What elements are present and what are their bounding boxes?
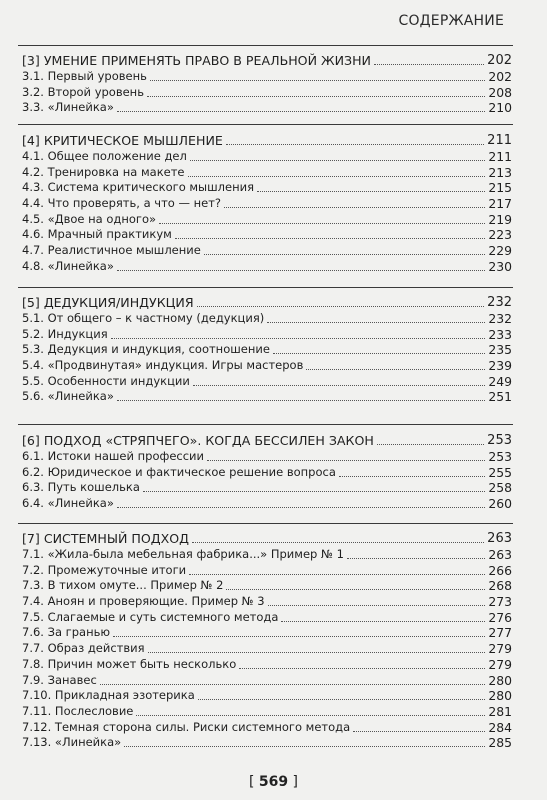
toc-entry[interactable] bbox=[22, 149, 512, 165]
toc-entry[interactable] bbox=[22, 227, 512, 243]
toc-entry-page: 230 bbox=[488, 258, 512, 274]
toc-entry-page: 202 bbox=[487, 53, 512, 68]
toc-entry-page: 202 bbox=[488, 69, 512, 84]
toc-entry-page: 219 bbox=[488, 211, 512, 227]
toc-entry-page: 210 bbox=[488, 100, 512, 116]
toc-entry-page: 211 bbox=[487, 133, 512, 148]
dot-leader bbox=[197, 306, 484, 307]
toc-entry-title: 7.10. Прикладная эзотерика bbox=[22, 688, 195, 703]
toc-entry-title: 7.3. В тихом омуте... Пример № 2 bbox=[22, 578, 224, 593]
dot-leader bbox=[143, 491, 485, 492]
toc-entry[interactable] bbox=[22, 327, 512, 343]
dot-leader bbox=[347, 558, 485, 559]
toc-entry-page: 258 bbox=[488, 480, 512, 496]
toc-entry-title: [7] СИСТЕМНЫЙ ПОДХОД bbox=[22, 531, 189, 546]
toc-entry-page: 263 bbox=[488, 547, 512, 562]
toc-entry-title: 7.7. Образ действия bbox=[22, 641, 145, 656]
dot-leader bbox=[198, 699, 485, 700]
toc-entry-title: 6.1. Истоки нашей профессии bbox=[22, 449, 204, 463]
toc-entry-title: 3.3. «Линейка» bbox=[22, 100, 114, 115]
page-number bbox=[0, 774, 547, 790]
toc-entry-page: 253 bbox=[488, 449, 512, 464]
toc-entry-title: 7.12. Темная сторона силы. Риски системного метода bbox=[22, 719, 351, 734]
toc-section bbox=[22, 530, 512, 751]
dot-leader bbox=[117, 400, 485, 401]
toc-entry-title: 5.4. «Продвинутая» индукция. Игры мастеров bbox=[22, 358, 304, 373]
dot-leader bbox=[113, 636, 485, 637]
toc-entry-title: 4.8. «Линейка» bbox=[22, 258, 114, 273]
dot-leader bbox=[224, 207, 485, 208]
toc-entry-title: 7.2. Промежуточные итоги bbox=[22, 562, 187, 577]
dot-leader bbox=[339, 476, 485, 477]
toc-chapter-heading[interactable] bbox=[22, 132, 512, 149]
toc-chapter-heading[interactable] bbox=[22, 294, 512, 311]
toc-entry[interactable] bbox=[22, 657, 512, 673]
dot-leader bbox=[306, 369, 485, 370]
section-divider bbox=[18, 424, 513, 425]
dot-leader bbox=[374, 64, 484, 65]
toc-entry-title: 7.5. Слагаемые и суть системного метода bbox=[22, 609, 279, 624]
toc-entry-title: [6] ПОДХОД «СТРЯПЧЕГО». КОГДА БЕССИЛЕН ЗАКОН bbox=[22, 433, 374, 448]
toc-chapter-heading[interactable] bbox=[22, 530, 512, 547]
toc-entry-page: 277 bbox=[488, 625, 512, 641]
dot-leader bbox=[273, 353, 485, 354]
toc-entry-page: 255 bbox=[488, 464, 512, 480]
toc-entry-page: 251 bbox=[488, 389, 512, 405]
dot-leader bbox=[100, 684, 485, 685]
toc-entry-page: 253 bbox=[487, 433, 512, 448]
toc-entry-title: 4.1. Общее положение дел bbox=[22, 149, 187, 163]
dot-leader bbox=[267, 322, 485, 323]
toc-entry[interactable] bbox=[22, 641, 512, 657]
toc-entry-page: 229 bbox=[488, 243, 512, 259]
toc-entry[interactable] bbox=[22, 735, 512, 751]
section-divider bbox=[18, 523, 513, 524]
toc-entry-page: 280 bbox=[488, 672, 512, 688]
toc-entry-page: 235 bbox=[488, 342, 512, 358]
toc-entry-title: 7.11. Послесловие bbox=[22, 703, 134, 718]
dot-leader bbox=[147, 96, 485, 97]
toc-entry[interactable] bbox=[22, 704, 512, 720]
toc-entry[interactable] bbox=[22, 563, 512, 579]
section-divider bbox=[18, 287, 513, 288]
toc-entry-title: 6.2. Юридическое и фактическое решение вопроса bbox=[22, 464, 336, 479]
toc-entry-page: 279 bbox=[488, 641, 512, 657]
dot-leader bbox=[124, 746, 485, 747]
toc-entry-title: 4.4. Что проверять, а что — нет? bbox=[22, 196, 222, 211]
dot-leader bbox=[136, 715, 485, 716]
dot-leader bbox=[189, 574, 485, 575]
toc-entry[interactable] bbox=[22, 212, 512, 228]
toc-entry[interactable] bbox=[22, 69, 512, 85]
dot-leader bbox=[117, 507, 485, 508]
toc-entry-page: 273 bbox=[488, 594, 512, 610]
toc-entry-page: 213 bbox=[488, 164, 512, 180]
toc-entry-title: 5.2. Индукция bbox=[22, 326, 108, 341]
toc-entry-page: 276 bbox=[488, 609, 512, 625]
toc-entry[interactable] bbox=[22, 720, 512, 736]
toc-entry-page: 284 bbox=[488, 719, 512, 735]
toc-entry-page: 263 bbox=[487, 531, 512, 546]
dot-leader bbox=[150, 80, 485, 81]
toc-chapter-heading[interactable] bbox=[22, 432, 512, 449]
toc-entry-title: 3.1. Первый уровень bbox=[22, 69, 147, 83]
toc-entry[interactable] bbox=[22, 496, 512, 512]
toc-section bbox=[22, 432, 512, 512]
toc-entry-title: 5.5. Особенности индукции bbox=[22, 373, 190, 388]
toc-entry[interactable] bbox=[22, 547, 512, 563]
dot-leader bbox=[117, 111, 485, 112]
dot-leader bbox=[159, 223, 485, 224]
toc-entry-title: 6.3. Путь кошелька bbox=[22, 480, 140, 495]
toc-entry[interactable] bbox=[22, 100, 512, 116]
toc-entry-page: 266 bbox=[488, 562, 512, 578]
toc-entry[interactable] bbox=[22, 196, 512, 212]
toc-entry[interactable] bbox=[22, 165, 512, 181]
dot-leader bbox=[190, 160, 485, 161]
toc-entry-title: 5.1. От общего – к частному (дедукция) bbox=[22, 311, 265, 325]
toc-entry-title: 6.4. «Линейка» bbox=[22, 496, 114, 511]
toc-entry[interactable] bbox=[22, 449, 512, 465]
toc-entry-page: 239 bbox=[488, 358, 512, 374]
toc-section bbox=[22, 294, 512, 405]
toc-entry[interactable] bbox=[22, 342, 512, 358]
toc-entry-page: 260 bbox=[488, 496, 512, 512]
dot-leader bbox=[192, 542, 484, 543]
dot-leader bbox=[239, 668, 485, 669]
toc-entry[interactable] bbox=[22, 465, 512, 481]
page-header-title: СОДЕРЖАНИЕ bbox=[398, 13, 504, 29]
dot-leader bbox=[353, 731, 485, 732]
toc-entry[interactable] bbox=[22, 673, 512, 689]
toc-entry[interactable] bbox=[22, 625, 512, 641]
dot-leader bbox=[281, 621, 485, 622]
toc-entry[interactable] bbox=[22, 578, 512, 594]
toc-entry-title: 7.4. Аноян и проверяющие. Пример № 3 bbox=[22, 594, 265, 609]
section-divider bbox=[18, 45, 513, 46]
toc-entry-page: 268 bbox=[488, 578, 512, 594]
toc-entry-title: 4.5. «Двое на одного» bbox=[22, 211, 157, 226]
toc-entry-page: 232 bbox=[488, 311, 512, 326]
toc-entry-title: 4.6. Мрачный практикум bbox=[22, 227, 172, 242]
toc-entry[interactable] bbox=[22, 180, 512, 196]
toc-entry-page: 211 bbox=[488, 149, 512, 164]
toc-entry-page: 223 bbox=[488, 227, 512, 243]
toc-entry[interactable] bbox=[22, 610, 512, 626]
toc-entry-title: 4.2. Тренировка на макете bbox=[22, 164, 185, 179]
dot-leader bbox=[226, 589, 485, 590]
toc-entry-page: 285 bbox=[488, 735, 512, 751]
toc-entry[interactable] bbox=[22, 243, 512, 259]
toc-entry-page: 217 bbox=[488, 196, 512, 212]
page-number-value: 569 bbox=[258, 774, 289, 790]
bracket-left: [ bbox=[248, 774, 259, 790]
dot-leader bbox=[111, 338, 485, 339]
dot-leader bbox=[257, 191, 485, 192]
dot-leader bbox=[377, 444, 484, 445]
toc-entry-title: 7.6. За гранью bbox=[22, 625, 111, 640]
toc-entry[interactable] bbox=[22, 480, 512, 496]
toc-chapter-heading[interactable] bbox=[22, 52, 512, 69]
toc-entry-page: 208 bbox=[488, 84, 512, 100]
toc-entry-page: 280 bbox=[488, 688, 512, 704]
toc-section bbox=[22, 132, 512, 275]
toc-entry-title: 5.3. Дедукция и индукция, соотношение bbox=[22, 342, 270, 357]
toc-entry[interactable] bbox=[22, 358, 512, 374]
dot-leader bbox=[207, 460, 485, 461]
toc-entry[interactable] bbox=[22, 688, 512, 704]
dot-leader bbox=[117, 270, 485, 271]
toc-entry-page: 232 bbox=[487, 295, 512, 310]
toc-section bbox=[22, 52, 512, 116]
toc-entry[interactable] bbox=[22, 389, 512, 405]
toc-entry[interactable] bbox=[22, 311, 512, 327]
toc-entry[interactable] bbox=[22, 85, 512, 101]
toc-entry-title: 4.7. Реалистичное мышление bbox=[22, 243, 201, 258]
toc-entry-title: 5.6. «Линейка» bbox=[22, 389, 114, 404]
toc-entry[interactable] bbox=[22, 594, 512, 610]
dot-leader bbox=[226, 144, 484, 145]
toc-entry-page: 233 bbox=[488, 326, 512, 342]
toc-entry[interactable] bbox=[22, 259, 512, 275]
toc-entry-title: 4.3. Система критического мышления bbox=[22, 180, 254, 195]
toc-entry-title: 7.9. Занавес bbox=[22, 672, 97, 687]
toc-entry[interactable] bbox=[22, 374, 512, 390]
toc-entry-page: 215 bbox=[488, 180, 512, 196]
toc-entry-page: 281 bbox=[488, 703, 512, 719]
toc-entry-title: [3] УМЕНИЕ ПРИМЕНЯТЬ ПРАВО В РЕАЛЬНОЙ ЖИЗНИ bbox=[22, 53, 371, 68]
section-divider bbox=[18, 124, 513, 125]
toc-entry-title: 3.2. Второй уровень bbox=[22, 84, 144, 99]
dot-leader bbox=[188, 176, 485, 177]
toc-entry-title: 7.13. «Линейка» bbox=[22, 735, 122, 750]
dot-leader bbox=[148, 652, 485, 653]
toc-entry-title: 7.1. «Жила-была мебельная фабрика...» Пример № 1 bbox=[22, 547, 344, 561]
dot-leader bbox=[268, 605, 485, 606]
dot-leader bbox=[193, 385, 485, 386]
toc-entry-title: [4] КРИТИЧЕСКОЕ МЫШЛЕНИЕ bbox=[22, 133, 223, 148]
bracket-right: ] bbox=[288, 774, 299, 790]
toc-entry-page: 249 bbox=[488, 373, 512, 389]
toc-entry-page: 279 bbox=[488, 656, 512, 672]
dot-leader bbox=[204, 254, 485, 255]
toc-entry-title: [5] ДЕДУКЦИЯ/ИНДУКЦИЯ bbox=[22, 295, 194, 310]
dot-leader bbox=[175, 238, 485, 239]
toc-entry-title: 7.8. Причин может быть несколько bbox=[22, 656, 237, 671]
